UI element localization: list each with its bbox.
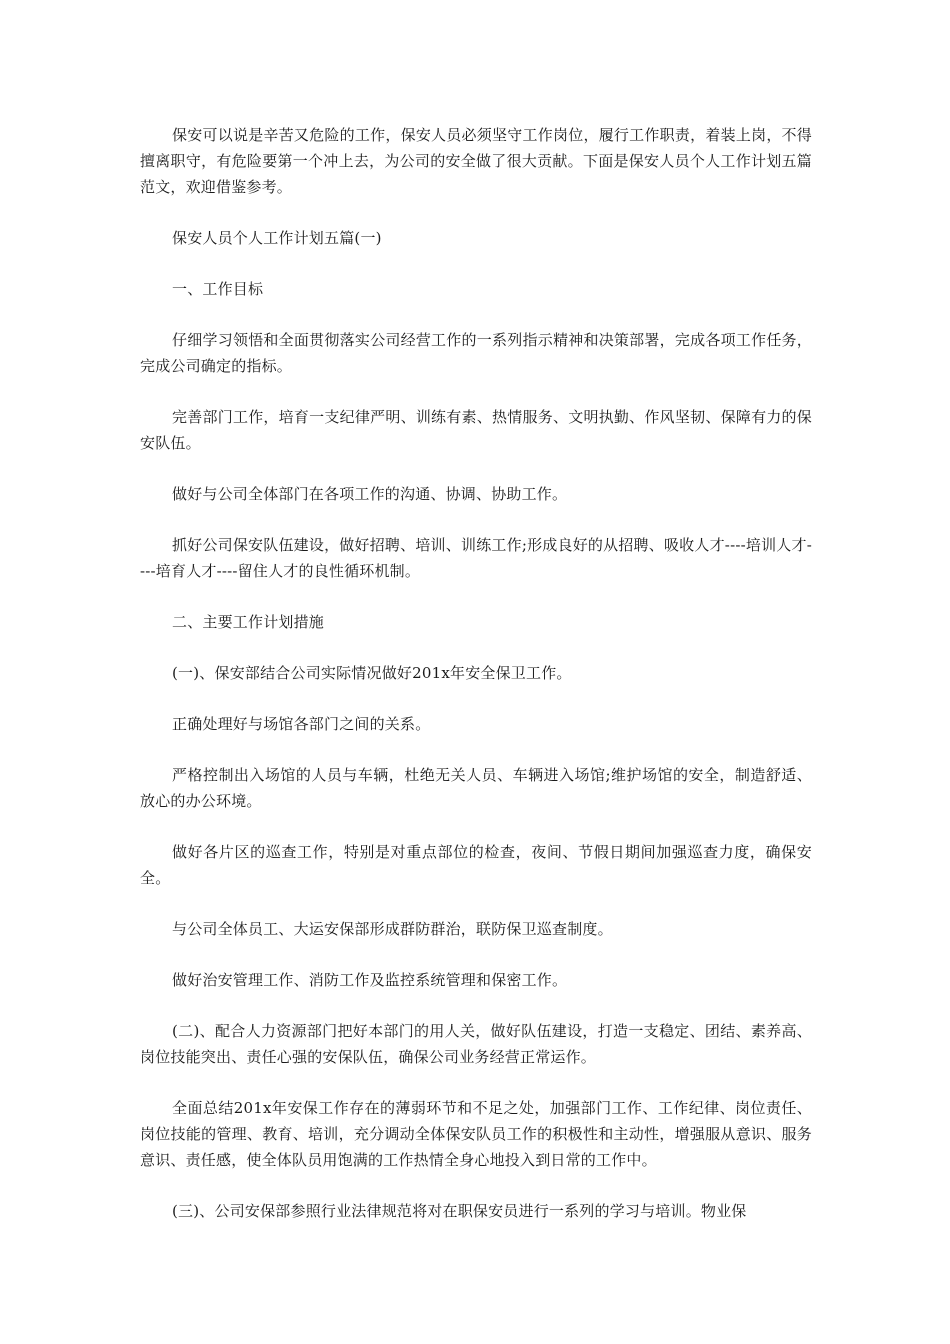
- section-heading-measures: 二、主要工作计划措施: [172, 613, 325, 631]
- measure-paragraph: 做好各片区的巡查工作，特别是对重点部位的检查，夜间、节假日期间加强巡查力度，确保安全。: [140, 843, 812, 887]
- measure-paragraph: 与公司全体员工、大运安保部形成群防群治，联防保卫巡查制度。: [172, 920, 613, 938]
- measure-subheading: (一)、保安部结合公司实际情况做好201x年安全保卫工作。: [172, 664, 572, 682]
- plan-title: 保安人员个人工作计划五篇(一): [172, 229, 382, 247]
- measure-subheading: (二)、配合人力资源部门把好本部门的用人关，做好队伍建设，打造一支稳定、团结、素养高、岗位技能突出、责任心强的安保队伍，确保公司业务经营正常运作。: [140, 1022, 812, 1066]
- measure-paragraph: 严格控制出入场馆的人员与车辆，杜绝无关人员、车辆进入场馆;维护场馆的安全，制造舒适、放心的办公环境。: [140, 766, 812, 810]
- measure-paragraph: 正确处理好与场馆各部门之间的关系。: [172, 715, 431, 733]
- measure-paragraph: 做好治安管理工作、消防工作及监控系统管理和保密工作。: [172, 971, 568, 989]
- intro-paragraph: 保安可以说是辛苦又危险的工作，保安人员必须坚守工作岗位，履行工作职责，着装上岗，不得擅离职守，有危险要第一个冲上去，为公司的安全做了很大贡献。下面是保安人员个人工作计划五篇范文，欢迎借鉴参考。: [140, 126, 812, 196]
- goal-paragraph: 抓好公司保安队伍建设，做好招聘、培训、训练工作;形成良好的从招聘、吸收人才----培训人才----培育人才----留住人才的良性循环机制。: [140, 536, 812, 580]
- goal-paragraph: 完善部门工作，培育一支纪律严明、训练有素、热情服务、文明执勤、作风坚韧、保障有力的保安队伍。: [140, 408, 812, 452]
- measure-paragraph: 全面总结201x年安保工作存在的薄弱环节和不足之处，加强部门工作、工作纪律、岗位责任、岗位技能的管理、教育、培训，充分调动全体保安队员工作的积极性和主动性，增强服从意识、服务意识、责任感，使全体队员用饱满的工作热情全身心地投入到日常的工作中。: [140, 1099, 812, 1169]
- document-body: [140, 122, 812, 1249]
- goal-paragraph: 仔细学习领悟和全面贯彻落实公司经营工作的一系列指示精神和决策部署，完成各项工作任务，完成公司确定的指标。: [140, 331, 812, 375]
- section-heading-goals: 一、工作目标: [172, 280, 264, 298]
- goal-paragraph: 做好与公司全体部门在各项工作的沟通、协调、协助工作。: [172, 485, 568, 503]
- measure-subheading: (三)、公司安保部参照行业法律规范将对在职保安员进行一系列的学习与培训。物业保: [172, 1202, 747, 1220]
